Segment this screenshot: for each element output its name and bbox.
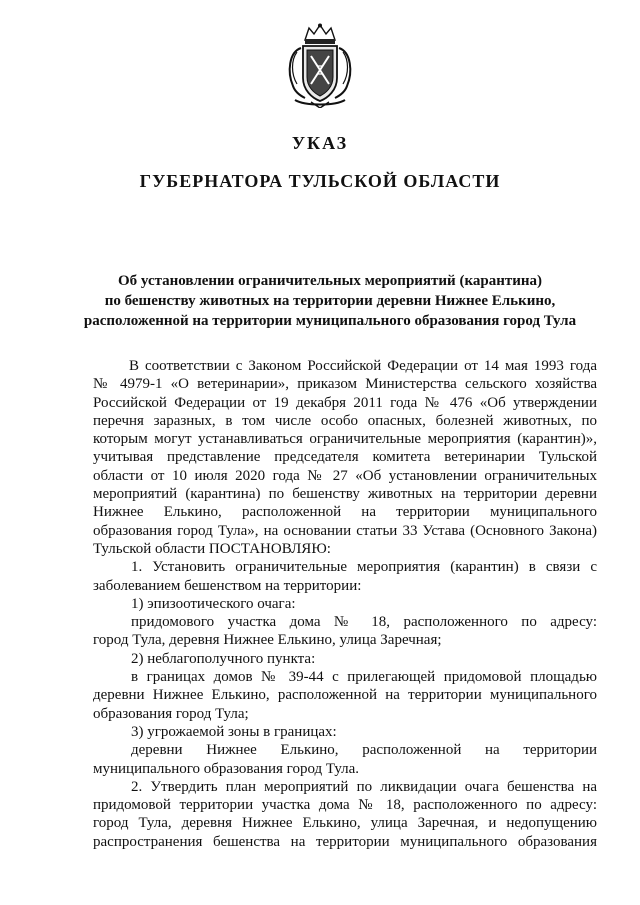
issuer-title: ГУБЕРНАТОРА ТУЛЬСКОЙ ОБЛАСТИ	[139, 171, 501, 191]
document-type-title: УКАЗ	[291, 133, 349, 153]
body-line: деревни Нижнее Елькино, расположенной на территории муниципального	[93, 687, 597, 704]
body-line: 2. Утвердить план мероприятий по ликвидации очага бешенства на	[131, 778, 597, 795]
body-line: 3) угрожаемой зоны в границах:	[131, 723, 337, 740]
body-line: 2) неблагополучного пункта:	[131, 650, 316, 667]
body-line: Тульской области ПОСТАНОВЛЯЮ:	[93, 540, 331, 557]
body-line: придомового участка дома № 18, расположенного по адресу:	[131, 614, 597, 631]
body-line: перечня заразных, в том числе особо опасных, болезней животных, по	[93, 412, 597, 429]
decree-subject	[80, 271, 580, 331]
body-line: образования город Тула;	[93, 705, 249, 722]
body-line: 1. Установить ограничительные мероприятия (карантин) в связи с	[131, 559, 597, 576]
body-line: в границах домов № 39-44 с прилегающей придомовой площадью	[131, 669, 597, 686]
body-line: области от 10 июля 2020 года № 27 «Об установлении ограничительных	[93, 467, 597, 484]
subject-line: по бешенству животных на территории деревни Нижнее Елькино,	[104, 293, 556, 309]
subject-line: Об установлении ограничительных мероприятий (карантина)	[117, 273, 542, 289]
body-line: заболеванием бешенством на территории:	[93, 577, 362, 594]
body-line: деревни Нижнее Елькино, расположенной на территории	[131, 742, 597, 759]
body-line: город Тула, деревня Нижнее Елькино, улица Заречная;	[93, 632, 442, 649]
body-line: распространения бешенства на территории муниципального образования	[93, 833, 597, 850]
subject-line: расположенной на территории муниципального образования город Тула	[83, 313, 577, 329]
body-line: образования город Тула», на основании статьи 33 Устава (Основного Закона)	[93, 522, 597, 539]
body-line: учитывая представление председателя комитета ветеринарии Тульской	[93, 449, 597, 466]
body-line: город Тула, деревня Нижнее Елькино, улица Заречная, и недопущению	[93, 815, 597, 832]
body-line: Российской Федерации от 19 декабря 2011 года № 476 «Об утверждении	[93, 394, 597, 411]
body-line: 1) эпизоотического очага:	[131, 595, 296, 612]
body-line: муниципального образования город Тула.	[93, 760, 360, 777]
body-line: мероприятий (карантина) по бешенству животных на территории деревни	[93, 486, 597, 503]
body-line: № 4979-1 «О ветеринарии», приказом Министерства сельского хозяйства	[93, 376, 597, 393]
coat-of-arms-icon	[281, 22, 359, 108]
body-line: В соответствии с Законом Российской Федерации от 14 мая 1993 года	[129, 358, 597, 374]
body-line: Нижнее Елькино, расположенной на территории муниципального	[93, 504, 597, 521]
body-line: придомовой территории участка дома № 18, расположенного по адресу:	[93, 797, 597, 814]
body-line: которым могут устанавливаться ограничительные мероприятия (карантин)»,	[93, 431, 597, 448]
decree-body	[93, 357, 597, 851]
